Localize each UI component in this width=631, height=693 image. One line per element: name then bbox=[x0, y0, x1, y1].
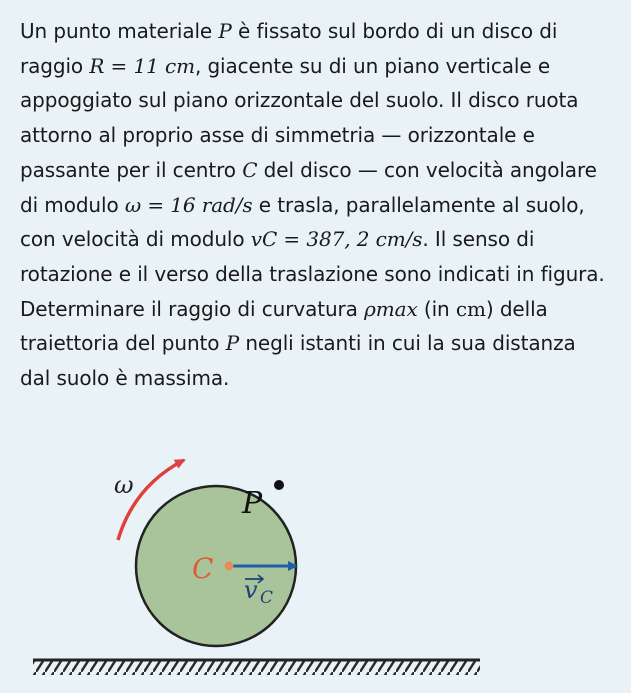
vC-subscript: C bbox=[260, 588, 274, 608]
text-segment: . Il senso di rotazione e il verso della traslazione sono indicati in figura. Determinare il raggio di curvatura bbox=[20, 227, 605, 321]
C-label: C bbox=[192, 552, 214, 585]
math-cm: cm bbox=[455, 296, 486, 321]
text-segment: del disco — con velocità angolare di modulo bbox=[20, 157, 597, 217]
P-label: P bbox=[242, 486, 263, 521]
text-segment: e trasla, parallelamente al suolo, con velocità di modulo bbox=[20, 192, 585, 252]
math-vC-expr: vC = 387, 2 cm/s bbox=[250, 227, 423, 252]
text-segment: negli istanti in cui la sua distanza dal suolo è massima. bbox=[20, 331, 576, 391]
math-P-second: P bbox=[225, 331, 240, 356]
text-segment: Un punto materiale bbox=[20, 19, 219, 43]
omega-label: ω bbox=[114, 471, 134, 499]
math-omega-expr: ω = 16 rad/s bbox=[124, 192, 253, 217]
ground-hatch bbox=[33, 660, 480, 675]
math-rho-expr: ρmax bbox=[364, 296, 418, 321]
center-dot bbox=[225, 562, 234, 571]
text-segment: ) della traiettoria del punto bbox=[20, 296, 548, 356]
math-C: C bbox=[242, 157, 258, 182]
text-segment: , giacente su di un piano verticale e appoggiato sul piano orizzontale del suolo. Il disco ruota attorno al proprio asse di simmetria — orizzontale e passante per il centro bbox=[20, 53, 579, 182]
problem-text bbox=[20, 14, 611, 396]
vC-letter: v bbox=[244, 576, 258, 604]
disc-figure bbox=[0, 440, 631, 693]
math-P: P bbox=[218, 19, 232, 43]
math-R-expr: R = 11 cm bbox=[89, 53, 195, 78]
point-P bbox=[274, 480, 284, 490]
text-segment: è fissato sul bordo di un disco di raggio bbox=[20, 19, 558, 78]
text-segment: (in bbox=[417, 296, 456, 321]
